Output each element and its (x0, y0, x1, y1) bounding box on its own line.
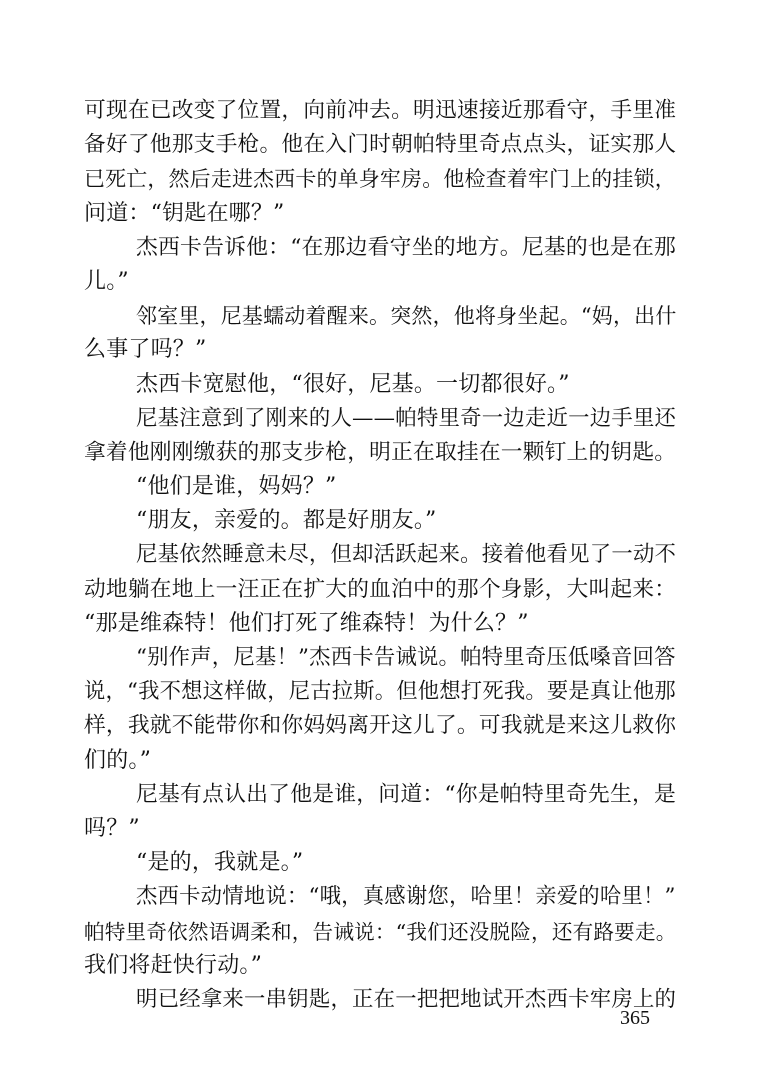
text-line: 吗？” (84, 815, 140, 841)
text-line: 尼基注意到了刚来的人——帕特里奇一边走近一边手里还 (136, 405, 677, 431)
text-line: 尼基有点认出了他是谁，问道：“你是帕特里奇先生，是 (136, 781, 677, 807)
book-page-text (84, 94, 676, 1017)
text-line: 尼基依然睡意未尽，但却活跃起来。接着他看见了一动不 (136, 542, 677, 568)
page-number: 365 (620, 1007, 650, 1029)
text-line: 帕特里奇依然语调柔和，告诫说：“我们还没脱险，还有路要走。 (84, 919, 677, 944)
text-line: “别作声，尼基！”杰西卡告诫说。帕特里奇压低嗓音回答 (136, 645, 676, 670)
text-line: 拿着他刚刚缴获的那支步枪，明正在取挂在一颗钉上的钥匙。 (84, 439, 677, 465)
text-line: 已死亡，然后走进杰西卡的单身牢房。他检查着牢门上的挂锁， (84, 167, 676, 192)
text-line: 样，我就不能带你和你妈妈离开这儿了。可我就是来这儿救你 (84, 713, 677, 739)
text-line: “朋友，亲爱的。都是好朋友。” (136, 508, 437, 534)
text-line: 明已经拿来一串钥匙，正在一把把地试开杰西卡牢房上的 (136, 986, 677, 1012)
text-line: 备好了他那支手枪。他在入门时朝帕特里奇点点头，证实那人 (84, 132, 677, 158)
text-line: 么事了吗？” (84, 337, 207, 363)
text-line: 杰西卡动情地说：“哦，真感谢您，哈里！亲爱的哈里！” (136, 884, 676, 910)
text-line: 杰西卡告诉他：“在那边看守坐的地方。尼基的也是在那 (136, 234, 677, 260)
text-line: 们的。” (84, 747, 152, 773)
text-line: 我们将赶快行动。” (84, 952, 263, 978)
text-line: “是的，我就是。” (136, 850, 304, 876)
text-line: 问道：“钥匙在哪？” (84, 200, 285, 226)
text-line: 儿。” (84, 268, 129, 294)
text-line: 说，“我不想这样做，尼古拉斯。但他想打死我。要是真让他那 (84, 679, 676, 705)
text-line: 动地躺在地上一汪正在扩大的血泊中的那个身影，大叫起来： (84, 576, 677, 602)
text-line: 可现在已改变了位置，向前冲去。明迅速接近那看守，手里准 (84, 98, 677, 123)
text-line: 杰西卡宽慰他，“很好，尼基。一切都很好。” (136, 371, 570, 397)
text-line: “那是维森特！他们打死了维森特！为什么？” (84, 610, 529, 636)
text-line: “他们是谁，妈妈？” (136, 474, 337, 500)
text-line: 邻室里，尼基蠕动着醒来。突然，他将身坐起。“妈，出什 (136, 304, 677, 329)
